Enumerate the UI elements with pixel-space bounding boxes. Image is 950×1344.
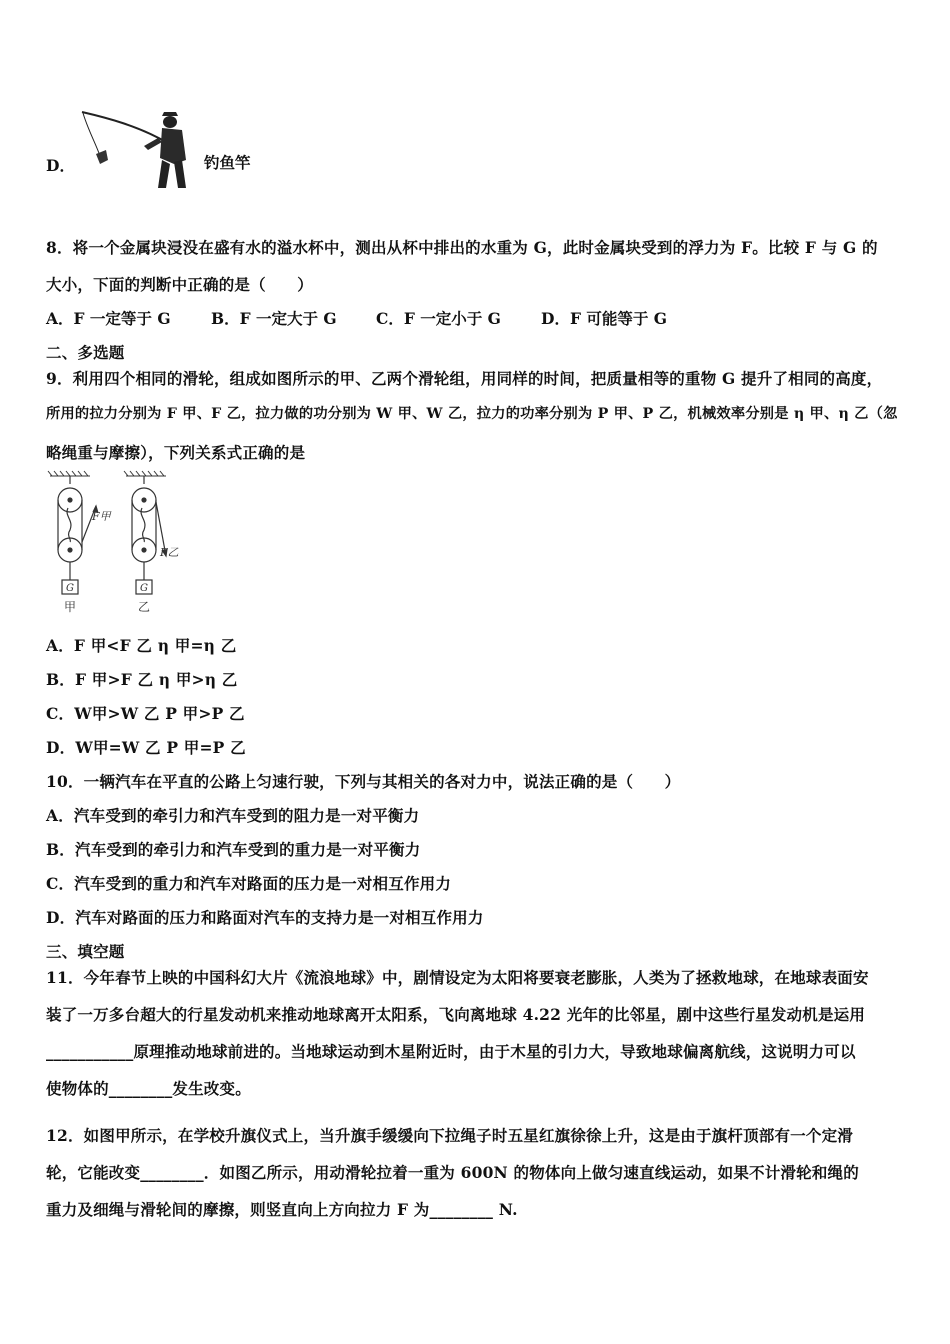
- q12-line1: 12．如图甲所示，在学校升旗仪式上，当升旗手缓缓向下拉绳子时五星红旗徐徐上升，这是由于旗杆顶部有一个定滑: [46, 1126, 853, 1145]
- q8-option-c: C．F 一定小于 G: [376, 309, 501, 328]
- q12-line3: 重力及细绳与滑轮间的摩擦，则竖直向上方向拉力 F 为________ N.: [46, 1200, 518, 1219]
- pulley-label-right: 乙: [138, 600, 151, 614]
- section-multiple-choice-heading: 二、多选题: [46, 343, 125, 362]
- q8-stem-line2: 大小，下面的判断中正确的是（ ）: [46, 275, 313, 294]
- pulley-force-label-right: F乙: [160, 546, 179, 559]
- q9-option-d: D．W甲=W 乙 P 甲=P 乙: [46, 738, 246, 757]
- q7-option-d-letter: D．: [46, 156, 75, 175]
- q9-stem-line2: 所用的拉力分别为 F 甲、F 乙，拉力做的功分别为 W 甲、W 乙，拉力的功率分别为 P 甲、P 乙，机械效率分别是 η 甲、η 乙（忽: [46, 406, 898, 422]
- q9-option-b: B．F 甲>F 乙 η 甲>η 乙: [46, 670, 238, 689]
- q8-options: [46, 307, 667, 329]
- q9-option-c: C．W甲>W 乙 P 甲>P 乙: [46, 704, 245, 723]
- q8-option-d: D．F 可能等于 G: [541, 309, 667, 328]
- pulley-force-label-left: F甲: [92, 510, 111, 523]
- pulley-weight-left: G: [66, 583, 74, 594]
- q10-option-d: D．汽车对路面的压力和路面对汽车的支持力是一对相互作用力: [46, 908, 484, 927]
- q9-option-a: A．F 甲<F 乙 η 甲=η 乙: [46, 636, 237, 655]
- q11-line4: 使物体的________发生改变。: [46, 1079, 251, 1098]
- q11-line2: 装了一万多台超大的行星发动机来推动地球离开太阳系，飞向离地球 4.22 光年的比邻星，剧中这些行星发动机是运用: [46, 1005, 866, 1024]
- fishing-man-illustration: [78, 108, 193, 192]
- q10-stem: 10．一辆汽车在平直的公路上匀速行驶，下列与其相关的各对力中，说法正确的是（ ）: [46, 772, 681, 791]
- q8-option-a: A．F 一定等于 G: [46, 309, 171, 328]
- q11-line1: 11．今年春节上映的中国科幻大片《流浪地球》中，剧情设定为太阳将要衰老膨胀，人类为了拯救地球，在地球表面安: [46, 968, 869, 987]
- pulley-label-left: 甲: [64, 600, 77, 614]
- q8-stem-line1: 8．将一个金属块浸没在盛有水的溢水杯中，测出从杯中排出的水重为 G，此时金属块受到的浮力为 F。比较 F 与 G 的: [46, 238, 878, 257]
- pulley-systems-figure: [44, 470, 194, 620]
- section-fill-in-heading: 三、填空题: [46, 942, 125, 961]
- q9-stem-line3: 略绳重与摩擦），下列关系式正确的是: [46, 443, 306, 462]
- q8-option-b: B．F 一定大于 G: [211, 309, 337, 328]
- q7-option-d-caption: 钓鱼竿: [204, 153, 251, 172]
- q9-stem-line1: 9．利用四个相同的滑轮，组成如图所示的甲、乙两个滑轮组，用同样的时间，把质量相等的重物 G 提升了相同的高度，: [46, 369, 883, 388]
- pulley-weight-right: G: [140, 583, 148, 594]
- q10-option-c: C．汽车受到的重力和汽车对路面的压力是一对相互作用力: [46, 874, 452, 893]
- q11-line3: ___________原理推动地球前进的。当地球运动到木星附近时，由于木星的引力大，导致地球偏离航线，这说明力可以: [46, 1042, 856, 1061]
- q10-option-b: B．汽车受到的牵引力和汽车受到的重力是一对平衡力: [46, 840, 421, 859]
- q10-option-a: A．汽车受到的牵引力和汽车受到的阻力是一对平衡力: [46, 806, 420, 825]
- q12-line2: 轮，它能改变________．如图乙所示，用动滑轮拉着一重为 600N 的物体向上做匀速直线运动，如果不计滑轮和绳的: [46, 1163, 859, 1182]
